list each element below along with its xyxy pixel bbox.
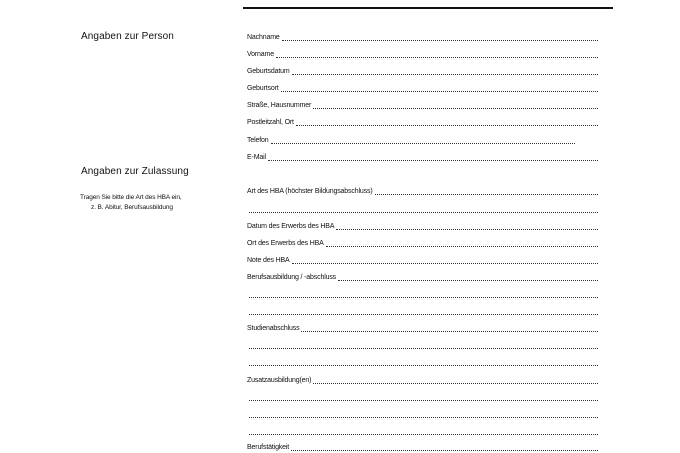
field-zusatzausbildung-continued-2[interactable] [247,410,598,420]
field-berufstaetigkeit[interactable] [247,443,598,453]
dotted-line [249,297,598,298]
dotted-line [282,40,598,41]
field-zusatzausbildung-continued-1[interactable] [247,393,598,403]
field-geburtsdatum[interactable] [247,67,598,77]
dotted-line [291,450,598,451]
field-geburtsort[interactable] [247,84,598,94]
field-art-des-hba-continued[interactable] [247,205,598,215]
field-vorname[interactable] [247,50,598,60]
field-studienabschluss-continued-1[interactable] [247,341,598,351]
field-telefon[interactable] [247,136,575,146]
dotted-line [313,383,598,384]
field-label: Ort des Erwerbs des HBA [247,240,324,247]
field-berufsausbildung-continued-1[interactable] [247,290,598,300]
dotted-line [249,417,598,418]
dotted-line [249,314,598,315]
field-nachname[interactable] [247,33,598,43]
field-label: Note des HBA [247,257,290,264]
dotted-line [326,246,598,247]
field-label: Geburtsdatum [247,68,290,75]
field-note-hba[interactable] [247,256,598,266]
field-label: Nachname [247,34,280,41]
dotted-line [276,57,598,58]
top-rule [243,7,613,9]
dotted-line [249,212,598,213]
field-studienabschluss-continued-2[interactable] [247,358,598,368]
field-label: Geburtsort [247,85,279,92]
dotted-line [375,194,598,195]
field-studienabschluss[interactable] [247,324,598,334]
dotted-line [336,229,598,230]
field-label: Datum des Erwerbs des HBA [247,223,335,230]
field-postleitzahl-ort[interactable] [247,118,598,128]
dotted-line [268,160,598,161]
dotted-line [249,434,598,435]
section-heading-person: Angaben zur Person [81,31,174,42]
field-zusatzausbildung[interactable] [247,376,598,386]
field-label: Berufstätigkeit [247,444,290,451]
field-label: Art des HBA (höchster Bildungsabschluss) [247,188,373,195]
dotted-line [313,108,598,109]
dotted-line [249,365,598,366]
dotted-line [292,263,598,264]
field-label: Berufsausbildung / -abschluss [247,274,337,281]
hint-line-1: Tragen Sie bitte die Art des HBA ein, [80,194,182,201]
dotted-line [292,74,598,75]
field-art-des-hba[interactable] [247,187,598,197]
section-heading-zulassung: Angaben zur Zulassung [81,166,189,177]
field-label: Vorname [247,51,274,58]
dotted-line [271,143,575,144]
dotted-line [338,280,598,281]
field-label: E-Mail [247,154,266,161]
field-label: Studienabschluss [247,325,300,332]
field-datum-erwerb-hba[interactable] [247,222,598,232]
dotted-line [281,91,598,92]
field-email[interactable] [247,153,598,163]
field-label: Zusatzausbildung(en) [247,377,312,384]
hint-text [80,193,240,213]
hint-line-2: z. B. Abitur, Berufsausbildung [91,204,173,211]
field-berufsausbildung[interactable] [247,273,598,283]
dotted-line [301,331,598,332]
field-label: Telefon [247,137,269,144]
dotted-line [296,125,598,126]
field-label: Straße, Hausnummer [247,102,312,109]
field-zusatzausbildung-continued-3[interactable] [247,427,598,437]
field-berufsausbildung-continued-2[interactable] [247,307,598,317]
dotted-line [249,348,598,349]
field-strasse-hausnummer[interactable] [247,101,598,111]
field-label: Postleitzahl, Ort [247,119,294,126]
field-ort-erwerb-hba[interactable] [247,239,598,249]
dotted-line [249,400,598,401]
